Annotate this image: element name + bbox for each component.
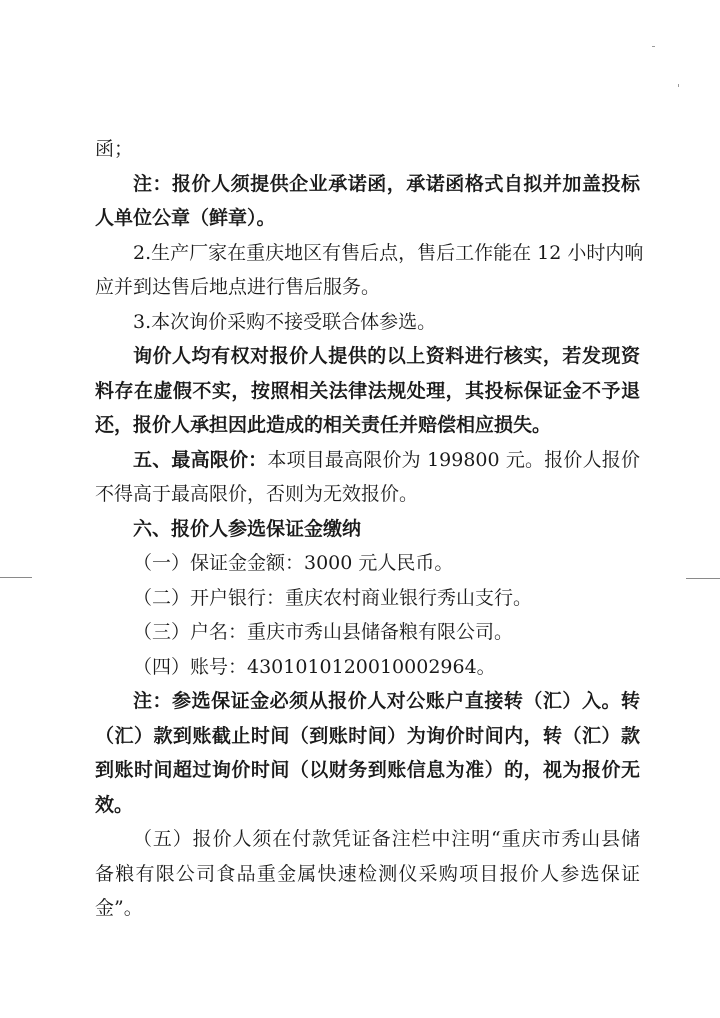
text-line: 不得高于最高限价，否则为无效报价。 xyxy=(95,483,419,505)
list-item: （四）账号：4301010120010002964。 xyxy=(133,655,496,678)
text-line: 备粮有限公司食品重金属快速检测仪采购项目报价人参选保证 xyxy=(95,862,640,885)
text-line: 应并到达售后地点进行售后服务。 xyxy=(95,276,381,298)
bold-line: 还，报价人承担因此造成的相关责任并赔偿相应损失。 xyxy=(95,414,552,436)
text-line: 3.本次询价采购不接受联合体参选。 xyxy=(133,310,437,333)
binding-mark-left xyxy=(0,577,32,578)
bold-line: 询价人均有权对报价人提供的以上资料进行核实，若发现资 xyxy=(133,345,640,367)
scan-speck xyxy=(652,46,655,47)
note-line: （汇）款到账截止时间（到账时间）为询价时间内，转（汇）款 xyxy=(95,724,640,747)
note-line: 效。 xyxy=(95,793,134,816)
binding-mark-right xyxy=(686,578,720,579)
note-line: 到账时间超过询价时间（以财务到账信息为准）的，视为报价无 xyxy=(95,759,640,781)
document-body xyxy=(95,132,644,926)
bold-line: 料存在虚假不实，按照相关法律法规处理，其投标保证金不予退 xyxy=(95,379,640,402)
section-heading: 五、最高限价： xyxy=(133,448,268,471)
text-line: 2.生产厂家在重庆地区有售后点，售后工作能在 12 小时内响 xyxy=(133,241,644,264)
list-item: （二）开户银行：重庆农村商业银行秀山支行。 xyxy=(133,586,533,609)
text-span: 本项目最高限价为 199800 元。报价人报价 xyxy=(267,448,640,471)
note-line: 人单位公章（鲜章）。 xyxy=(95,207,276,229)
list-item: （三）户名：重庆市秀山县储备粮有限公司。 xyxy=(133,621,514,643)
note-line: 注：报价人须提供企业承诺函，承诺函格式自拟并加盖投标 xyxy=(133,172,640,195)
section-five-line xyxy=(95,443,640,478)
list-item: （五）报价人须在付款凭证备注栏中注明“重庆市秀山县储 xyxy=(133,828,640,850)
note-line: 注：参选保证金必须从报价人对公账户直接转（汇）入。转 xyxy=(133,690,640,712)
scan-speck xyxy=(678,84,679,87)
text-line: 函； xyxy=(95,138,134,160)
list-item: （一）保证金金额：3000 元人民币。 xyxy=(133,552,454,574)
section-heading: 六、报价人参选保证金缴纳 xyxy=(133,517,362,540)
text-line: 金”。 xyxy=(95,897,143,919)
